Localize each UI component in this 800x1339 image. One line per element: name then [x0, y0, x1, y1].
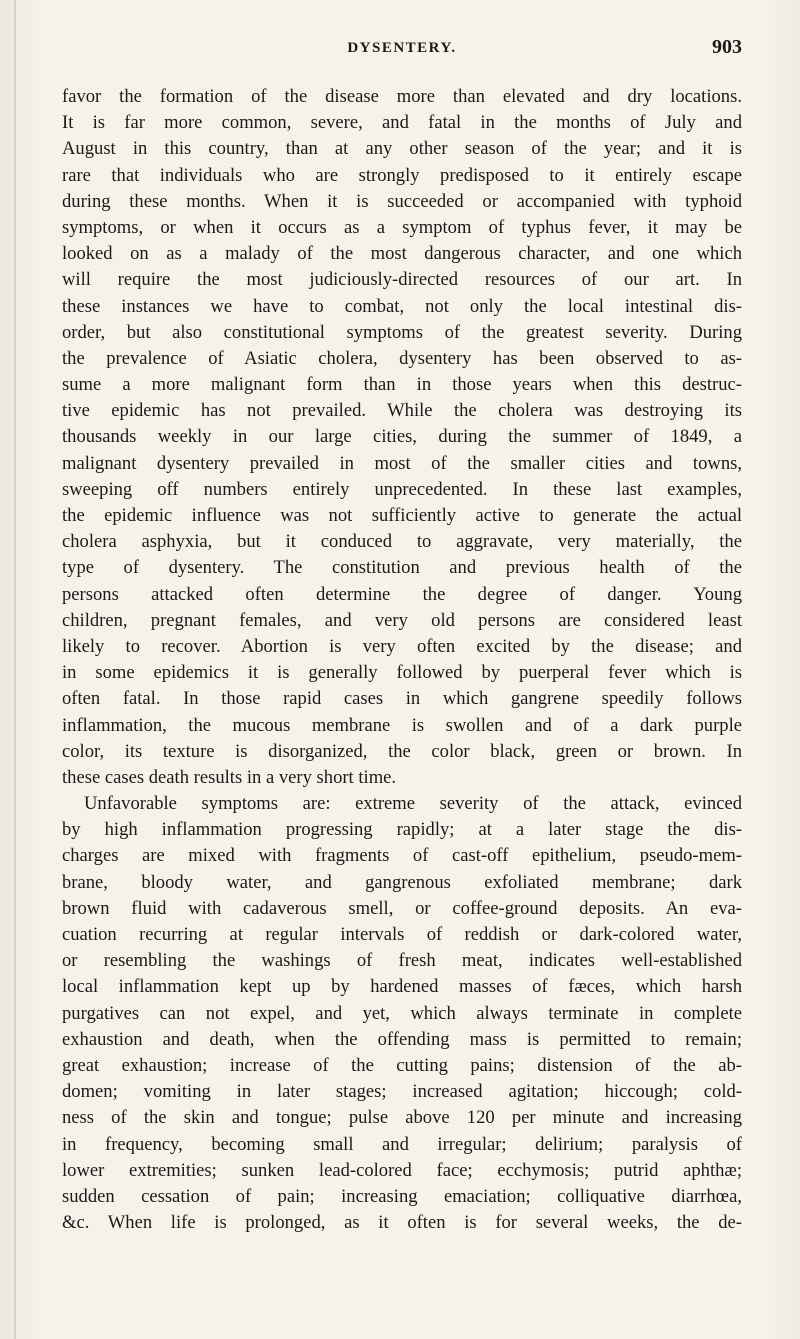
text-line: exhaustion and death, when the offending mass is permitted to remain;	[62, 1028, 742, 1050]
text-line: local inflammation kept up by hardened masses of fæces, which harsh	[62, 976, 742, 998]
text-line: these instances we have to combat, not only the local intestinal dis-	[62, 295, 742, 317]
text-line: brane, bloody water, and gangrenous exfoliated membrane; dark	[62, 871, 742, 893]
text-line: order, but also constitutional symptoms of the greatest severity. During	[62, 321, 742, 343]
text-line: looked on as a malady of the most dangerous character, and one which	[62, 243, 742, 265]
text-line: sweeping off numbers entirely unprecedented. In these last examples,	[62, 478, 742, 500]
text-line: &c. When life is prolonged, as it often is for several weeks, the de-	[62, 1212, 742, 1234]
text-line: in frequency, becoming small and irregular; delirium; paralysis of	[62, 1133, 742, 1155]
text-line: cholera asphyxia, but it conduced to aggravate, very materially, the	[62, 531, 742, 553]
text-line: by high inflammation progressing rapidly; at a later stage the dis-	[62, 819, 742, 841]
text-line: children, pregnant females, and very old persons are considered least	[62, 609, 742, 631]
text-line: during these months. When it is succeeded or accompanied with typhoid	[62, 190, 742, 212]
text-line: thousands weekly in our large cities, during the summer of 1849, a	[62, 426, 742, 448]
text-line: cuation recurring at regular intervals of reddish or dark-colored water,	[62, 924, 742, 945]
text-line: the epidemic influence was not sufficiently active to generate the actual	[62, 505, 742, 526]
page-gutter-shadow	[14, 0, 16, 1339]
text-line: great exhaustion; increase of the cutting pains; distension of the ab-	[62, 1054, 742, 1076]
page-number: 903	[712, 36, 742, 58]
text-line: or resembling the washings of fresh meat, indicates well-established	[62, 950, 742, 972]
text-line: lower extremities; sunken lead-colored face; ecchymosis; putrid aphthæ;	[62, 1159, 742, 1181]
text-line: likely to recover. Abortion is very often excited by the disease; and	[62, 635, 742, 657]
text-line: sudden cessation of pain; increasing emaciation; colliquative diarrhœa,	[62, 1185, 742, 1207]
text-line: often fatal. In those rapid cases in which gangrene speedily follows	[62, 688, 742, 710]
text-line: It is far more common, severe, and fatal in the months of July and	[62, 112, 742, 134]
text-line: Unfavorable symptoms are: extreme severity of the attack, evinced	[84, 793, 742, 815]
running-head	[62, 36, 742, 64]
text-line: charges are mixed with fragments of cast-off epithelium, pseudo-mem-	[62, 845, 742, 867]
text-line: will require the most judiciously-directed resources of our art. In	[62, 269, 742, 291]
text-line: rare that individuals who are strongly predisposed to it entirely escape	[62, 164, 742, 186]
text-line: malignant dysentery prevailed in most of the smaller cities and towns,	[62, 452, 742, 474]
text-line: tive epidemic has not prevailed. While the cholera was destroying its	[62, 400, 742, 422]
text-line: favor the formation of the disease more than elevated and dry locations.	[62, 86, 742, 107]
text-line: color, its texture is disorganized, the color black, green or brown. In	[62, 740, 742, 762]
text-line: sume a more malignant form than in those years when this destruc-	[62, 374, 742, 396]
text-line: the prevalence of Asiatic cholera, dysentery has been observed to as-	[62, 347, 742, 369]
text-line: purgatives can not expel, and yet, which always terminate in complete	[62, 1002, 742, 1024]
text-line: brown fluid with cadaverous smell, or coffee-ground deposits. An eva-	[62, 897, 742, 919]
text-line: these cases death results in a very short time.	[62, 766, 397, 788]
running-title: DYSENTERY.	[347, 40, 457, 56]
body-text	[62, 84, 742, 1236]
text-line: ness of the skin and tongue; pulse above 120 per minute and increasing	[62, 1107, 742, 1129]
text-line: persons attacked often determine the degree of danger. Young	[62, 583, 742, 605]
text-line: symptoms, or when it occurs as a symptom of typhus fever, it may be	[62, 216, 742, 238]
text-line: domen; vomiting in later stages; increased agitation; hiccough; cold-	[62, 1081, 742, 1103]
text-line: inflammation, the mucous membrane is swollen and of a dark purple	[62, 714, 742, 736]
text-line: type of dysentery. The constitution and previous health of the	[62, 557, 742, 579]
text-line: in some epidemics it is generally followed by puerperal fever which is	[62, 662, 742, 684]
text-line: August in this country, than at any other season of the year; and it is	[62, 138, 742, 160]
